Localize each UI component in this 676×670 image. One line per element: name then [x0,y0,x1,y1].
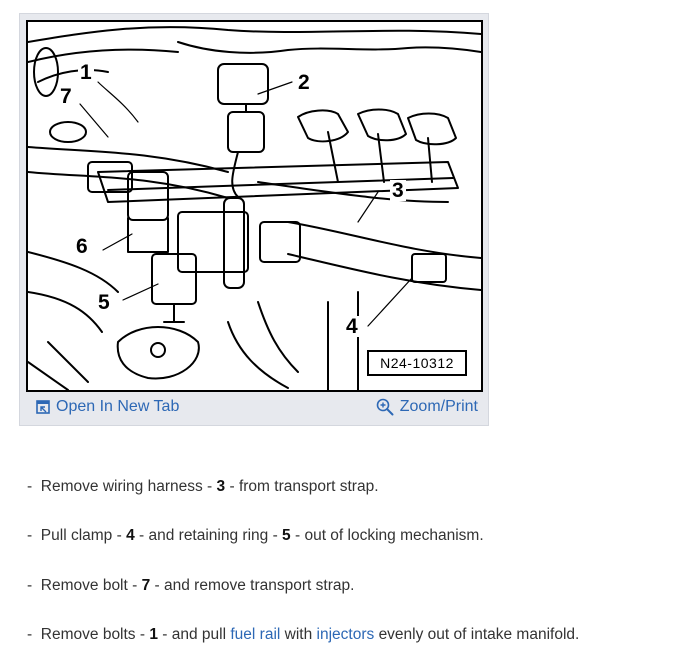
callout-ref-4: 4 [126,527,135,544]
open-in-new-tab-label: Open In New Tab [56,398,180,415]
engine-diagram [26,20,483,392]
figure-id-label: N24-10312 [367,350,467,376]
open-in-new-tab-icon [36,400,50,414]
injectors-link[interactable]: injectors [316,626,375,643]
callout-ref-3: 3 [216,478,226,495]
step-3: - Remove bolt - 7 - and remove transport strap. [27,577,355,594]
zoom-print-link[interactable] [376,398,478,416]
zoom-print-label: Zoom/Print [399,398,478,415]
step-1: - Remove wiring harness - 3 - from transport strap. [27,478,379,495]
callout-4: 4 [346,315,358,338]
callout-6: 6 [76,235,88,258]
magnifier-plus-icon [376,398,394,416]
step-4: - Remove bolts - 1 - and pull fuel rail with injectors evenly out of intake manifold. [27,626,580,643]
open-in-new-tab-link[interactable] [36,398,179,416]
figure-container [19,13,489,426]
figure-toolbar [20,394,488,426]
callout-2: 2 [298,71,310,94]
callout-1: 1 [80,61,92,84]
callout-ref-7: 7 [141,577,151,594]
engine-line-drawing [28,22,481,390]
callout-ref-5: 5 [282,527,291,544]
callout-ref-1: 1 [149,626,158,643]
callout-3: 3 [392,179,404,202]
callout-5: 5 [98,291,110,314]
step-2: - Pull clamp - 4 - and retaining ring - 5 - out of locking mechanism. [27,527,484,544]
callout-7: 7 [60,85,72,108]
fuel-rail-link[interactable]: fuel rail [230,626,281,643]
